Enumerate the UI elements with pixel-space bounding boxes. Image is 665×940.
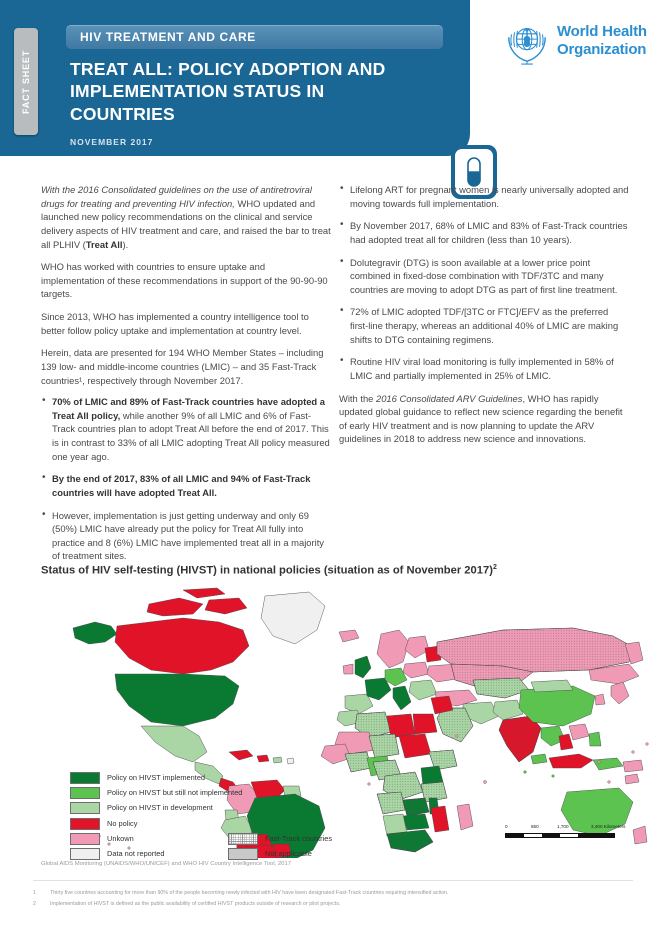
who-org-line1: World Health [557,23,647,40]
legend-label: Fast-Track countries [265,833,333,843]
closing-post: , WHO has rapidly updated global guidance to reflect new science regarding the benefit of early HIV treatment and is now planning to update the ARV guidelines in 2018 to address new science and innovations. [339,392,623,445]
map-title-text: Status of HIV self-testing (HIVST) in national policies (situation as of November 2017) [41,564,493,577]
legend-label: Unkown [107,833,134,843]
body-columns [0,183,665,562]
map-legend [70,772,340,863]
paragraph-scope: Herein, data are presented for 194 WHO Member States – including 139 low- and middle-income countries (LMIC) – and 35 Fast-Track countries¹, respectively through November 2017. [41,347,324,386]
legend-row [70,802,340,816]
page-title: TREAT ALL: POLICY ADOPTION AND IMPLEMENTATION STATUS IN COUNTRIES [70,59,386,124]
right-text-column [339,183,629,455]
bullet-rest-text: However, implementation is just getting underway and only 69 (50%) LMIC have already put the policy for Treat All fully into practice and 8 (6%) LMIC have implemented treat all in a majority of treatment sites. [52,509,324,562]
intro-rest-clause: WHO updated and launched new policy recommendations on the clinical and service delivery aspects of HIV treatment and care, and raised the bar to treat all PLHIV ( [41,197,331,250]
paragraph-uptake: WHO has worked with countries to ensure uptake and implementation of these recommendations in support of the 90-90-90 targets. [41,261,328,300]
map-source-note: Global AIDS Monitoring (UNAIDS/WHO/UNICEF) and WHO HIV Country Intelligence Tool, 2017 [41,861,292,867]
section-kicker-label: HIV TREATMENT AND CARE [80,30,256,44]
legend-label: Policy on HIVST implemented [107,773,206,782]
scale-tick-0: 0 [505,824,508,829]
bullet-bold-text: 70% of LMIC and 89% of Fast-Track countries have adopted a Treat All policy, [52,396,325,421]
legend-row [70,772,340,786]
footnote-number: 1 [33,890,36,896]
scale-segment [542,834,560,837]
legend-label: Not applicable [265,848,312,858]
intro-end: ). [122,238,129,250]
footnotes [33,890,633,912]
page-header [0,0,665,156]
legend-swatch-unknown [70,833,100,845]
list-item: • 72% of LMIC adopted TDF/[3TC or FTC]/EFV as the preferred first-line therapy, whereas an additional 40% of LMIC are making shifts to DTG containing regimens. [339,305,629,346]
left-bullet-list [41,395,331,563]
scale-tick-3: 3,400 Kilometers [591,824,626,829]
legend-label: No policy [107,818,138,828]
fact-sheet-tab-label: FACT SHEET [21,49,31,114]
treat-all-term: Treat All [85,238,123,250]
bullet-rest-text: while another 9% of all LMIC and 6% of Fast-Track countries plan to adopt Treat All before the end of 2017. This is in contrast to 33% of all LMIC adopting Treat All policy measured one year ago. [52,409,330,462]
paragraph-country-tool: Since 2013, WHO has implemented a country intelligence tool to better follow policy uptake and implementation at country level. [41,311,309,336]
intro-italic-clause: With the 2016 Consolidated guidelines on the use of antiretroviral drugs for treating and preventing HIV infection, [41,184,312,209]
section-kicker-bar [66,25,443,49]
list-item [41,472,331,499]
list-item [41,509,331,564]
scale-segment [506,834,524,837]
footnote-item [33,901,633,909]
legend-row [70,787,340,801]
closing-pre: With the [339,392,376,404]
fact-sheet-tab [14,28,38,135]
legend-label: Data not reported [107,848,165,858]
who-org-name [557,23,647,58]
left-text-column [41,183,331,572]
legend-label: Policy on HIVST but still not implemented [107,788,243,798]
legend-row [70,848,340,862]
legend-swatch-implemented [70,772,100,784]
map-section-title [41,564,631,577]
closing-paragraph [339,392,629,447]
map-title-footnote-ref: 2 [492,564,497,571]
footnote-text: Implementation of HIVST is defined as the public availability of certified HIVST products outside of research or pilot projects. [50,900,341,907]
list-item: • Routine HIV viral load monitoring is fully implemented in 58% of LMIC and partially implemented in 25% of LMIC. [339,355,629,382]
legend-swatch-no-policy [70,818,100,830]
legend-row [70,833,340,847]
scale-segment [560,834,578,837]
legend-label: Policy on HIVST in development [107,803,213,813]
scale-tick-1: 850 [531,824,539,829]
arv-guidelines-title: 2016 Consolidated ARV Guidelines [376,392,523,404]
footnote-item [33,890,633,898]
footer-divider [33,880,633,881]
legend-row [70,818,340,832]
scale-segment [524,834,542,837]
list-item: • Dolutegravir (DTG) is soon available at a lower price point combined in fixed-dose combination with TDF/3TC and many countries are moving to adopt DTG as part of first line treatment. [339,256,629,297]
scale-segment [596,834,614,837]
who-org-line2: Organization [557,40,647,58]
list-item: • By November 2017, 68% of LMIC and 83% of Fast-Track countries had adopted treat all for children (less than 10 years). [339,219,629,246]
footnote-number: 2 [33,900,36,907]
legend-swatch-not-reported [70,848,100,860]
scale-bar-graphic [505,833,615,838]
legend-swatch-fast-track [228,833,258,845]
scale-tick-2: 1,700 [557,824,569,829]
publication-date: NOVEMBER 2017 [70,137,154,147]
intro-paragraph [41,183,331,251]
legend-swatch-in-development [70,802,100,814]
bullet-bold-text: By the end of 2017, 83% of all LMIC and 94% of Fast-Track countries will have adopted Treat All. [52,473,311,498]
who-logo [503,18,653,70]
legend-swatch-not-implemented [70,787,100,799]
scale-tick-labels [505,824,627,832]
list-item [41,395,331,463]
list-item: • Lifelong ART for pregnant women is nearly universally adopted and moving towards full implementation. [339,183,629,210]
legend-swatch-not-applicable [228,848,258,860]
who-emblem-icon [503,18,551,66]
map-scale-bar [505,824,627,838]
footnote-text: Thirty five countries accounting for more than 90% of the people becoming newly infected with HIV have been designated Fast-Track countries requiring intensified action. [50,890,449,896]
scale-segment [578,834,596,837]
right-bullet-list [339,183,629,383]
